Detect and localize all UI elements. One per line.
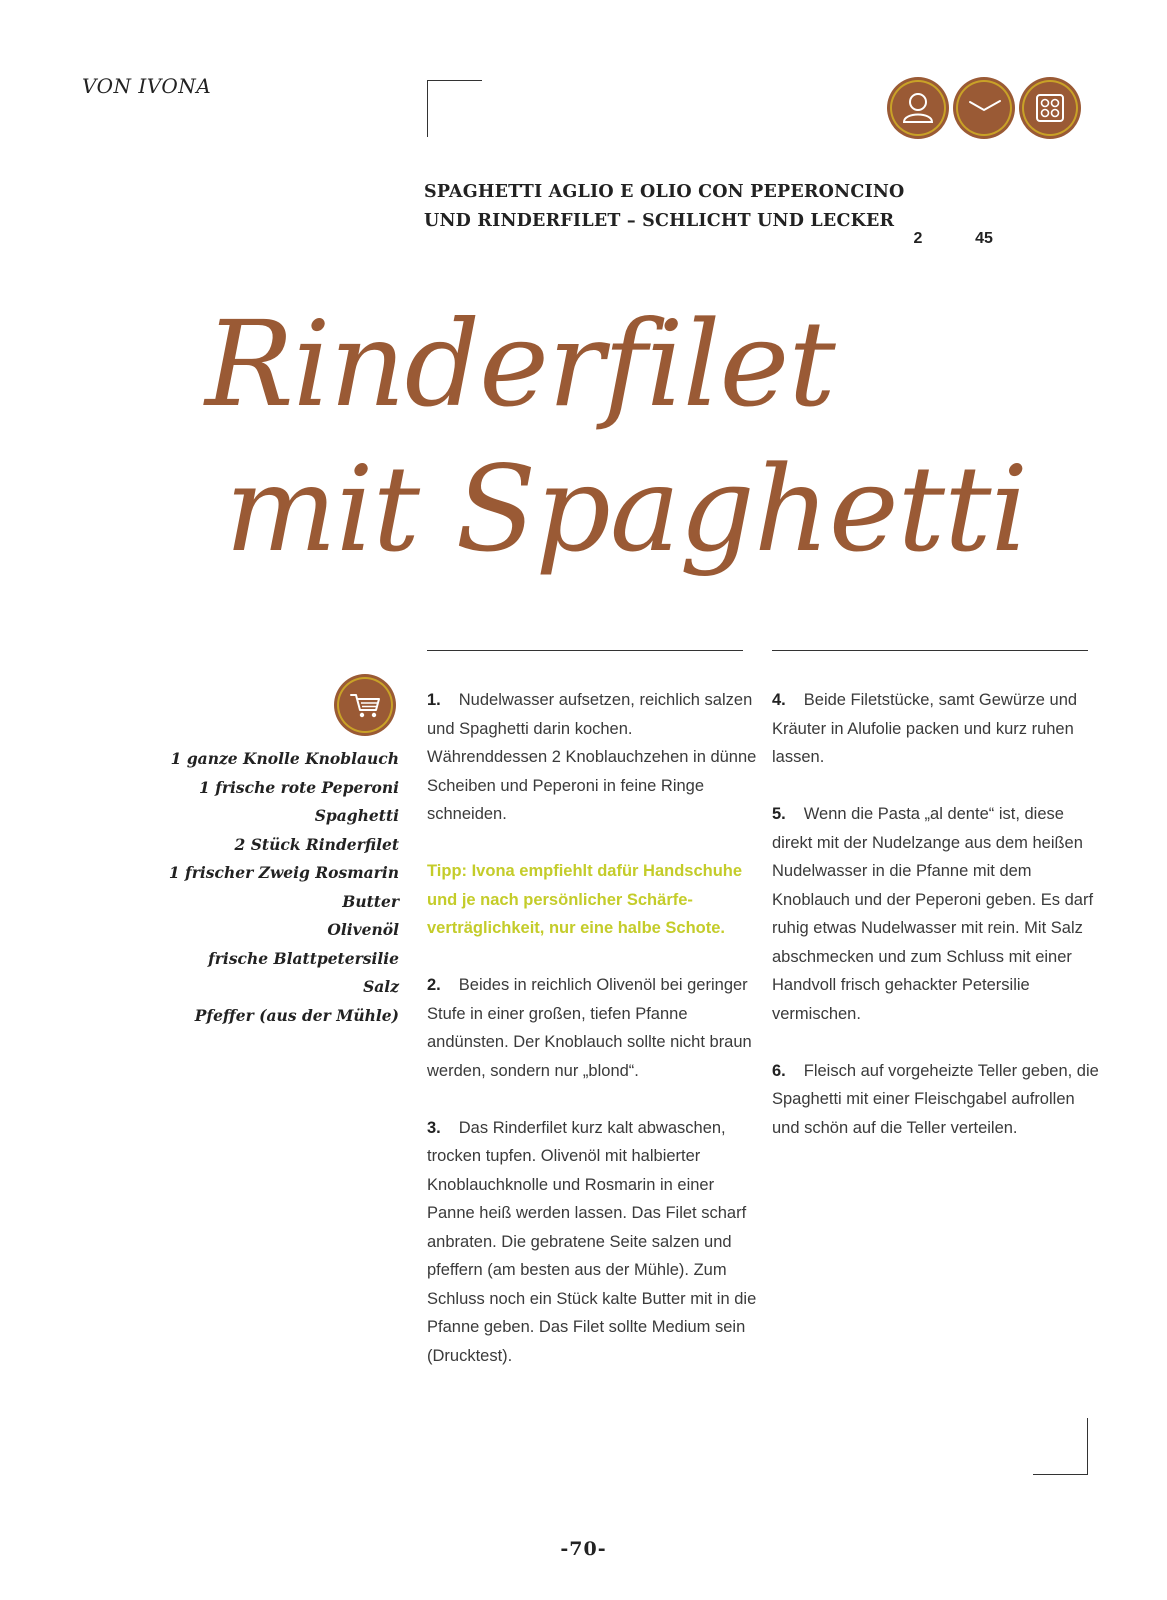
page-number: -70- xyxy=(560,1538,607,1560)
ingredients-badge xyxy=(337,677,393,733)
instructions-column-right xyxy=(772,686,1102,1171)
stove-icon xyxy=(1022,80,1078,136)
step-number: 3. xyxy=(427,1118,441,1137)
recipe-title xyxy=(185,275,1028,635)
ingredient-item: 1 frische rote Peperoni xyxy=(199,777,399,797)
step-5 xyxy=(772,800,1102,1028)
step-6 xyxy=(772,1057,1102,1143)
step-text: Das Rinderfilet kurz kalt abwaschen, trocken tupfen. Olivenöl mit halbierter Knoblauchknolle und Rosmarin in einer Panne heiß werden lassen. Das Filet scharf anbraten. Die gebratene Seite salzen und pfeffern (am besten aus der Mühle). Zum Schluss noch ein Stück kalte Butter mit in die Pfanne geben. Das Filet sollte Medium sein (Drucktest). xyxy=(427,1118,757,1365)
person-icon xyxy=(890,80,946,136)
ingredient-item: 1 frischer Zweig Rosmarin xyxy=(168,863,399,882)
difficulty-badge xyxy=(1022,80,1078,136)
clock-icon xyxy=(956,80,1012,136)
servings-value: 2 xyxy=(913,230,923,247)
ingredient-item: Salz xyxy=(363,977,399,996)
ingredient-item: Olivenöl xyxy=(327,920,399,939)
step-number: 6. xyxy=(772,1061,786,1080)
step-number: 4. xyxy=(772,691,786,709)
tip-text: Tipp: Ivona empfiehlt dafür Handschuhe und je nach persönlicher Schärfeverträglichkeit, nur eine halbe Schote. xyxy=(427,862,743,937)
step-2 xyxy=(427,971,757,1085)
subtitle-line-1: SPAGHETTI AGLIO E OLIO CON PEPERONCINO xyxy=(424,182,905,202)
step-text: Nudelwasser aufsetzen, reichlich salzen und Spaghetti darin kochen. Währenddessen 2 Knoblauchzehen in dünne Scheiben und Peperoni in feine Ringe schneiden. xyxy=(427,691,757,823)
ingredient-item: frische Blattpetersilie xyxy=(208,948,399,968)
ingredient-item: 1 ganze Knolle Knoblauch xyxy=(170,749,399,768)
step-number: 5. xyxy=(772,805,786,823)
step-text: Beide Filetstücke, samt Gewürze und Kräuter in Alufolie packen und kurz ruhen lassen. xyxy=(772,691,1078,766)
time-value: 45 xyxy=(975,230,993,247)
time-badge xyxy=(956,80,1012,136)
step-3 xyxy=(427,1114,757,1371)
ingredient-item: Pfeffer (aus der Mühle) xyxy=(194,1005,399,1025)
title-line-2: mit Spaghetti xyxy=(225,440,1028,578)
ingredients-list xyxy=(169,745,399,1030)
shopping-cart-icon xyxy=(337,677,393,733)
column-rule-right xyxy=(772,650,1088,651)
title-line-1: Rinderfilet xyxy=(205,295,835,433)
step-4 xyxy=(772,686,1102,772)
step-number: 1. xyxy=(427,691,441,709)
step-text: Beides in reichlich Olivenöl bei geringer Stufe in einer großen, tiefen Pfanne andünsten. Der Knoblauch sollte nicht braun werden, sondern nur „blond“. xyxy=(427,976,752,1080)
servings-badge xyxy=(890,80,946,136)
subtitle-line-2: UND RINDERFILET – SCHLICHT UND LECKER xyxy=(424,211,895,231)
column-rule-left xyxy=(427,650,743,651)
corner-mark-top-left xyxy=(427,80,482,137)
step-1 xyxy=(427,686,757,829)
instructions-column-left xyxy=(427,686,757,1399)
step-text: Fleisch auf vorgeheizte Teller geben, die Spaghetti mit einer Fleischgabel aufrollen und schön auf die Teller verteilen. xyxy=(772,1061,1099,1137)
ingredient-item: 2 Stück Rinderfilet xyxy=(234,834,399,854)
ingredient-item: Spaghetti xyxy=(314,806,399,825)
author-label: VON IVONA xyxy=(82,74,212,98)
step-text: Wenn die Pasta „al dente“ ist, diese direkt mit der Nudelzange aus dem heißen Nudelwasser in die Pfanne mit dem Knoblauch und der Peperoni geben. Es darf ruhig etwas Nudelwasser mit rein. Mit Salz abschmecken und zum Schluss mit einer Handvoll frisch gehackter Petersilie vermischen. xyxy=(772,805,1094,1023)
step-number: 2. xyxy=(427,976,441,994)
recipe-subtitle xyxy=(424,178,904,236)
ingredient-item: Butter xyxy=(342,891,399,911)
corner-mark-bottom-right xyxy=(1033,1418,1088,1475)
